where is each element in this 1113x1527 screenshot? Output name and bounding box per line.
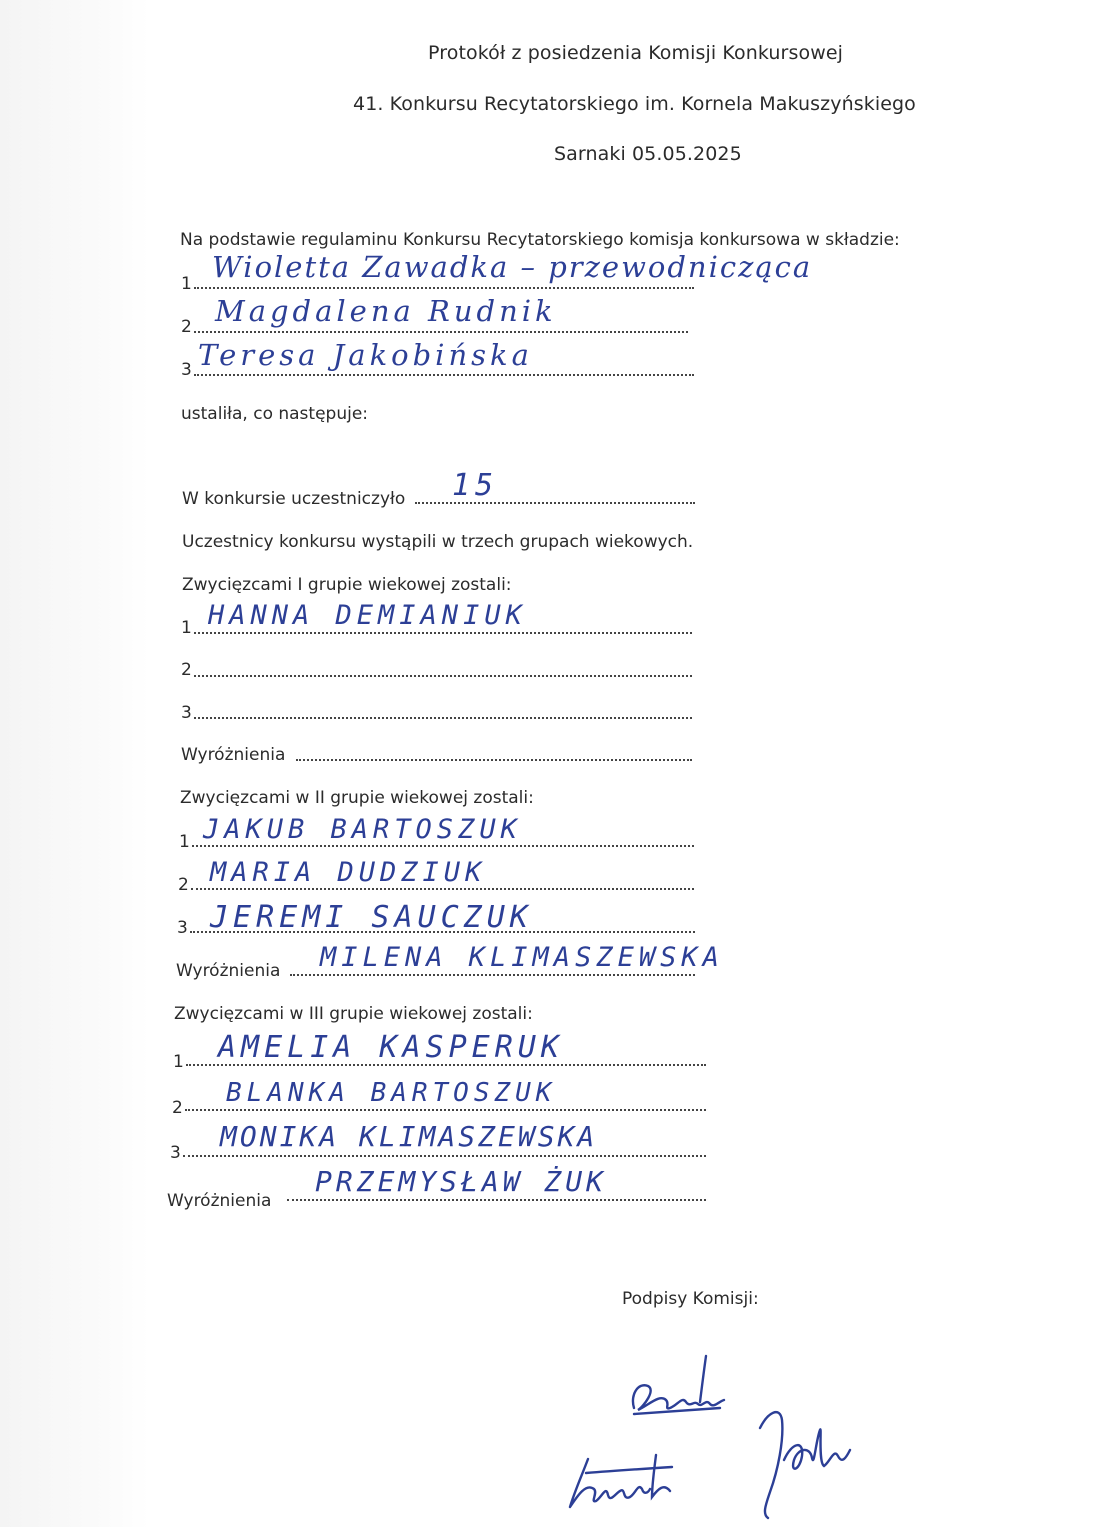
group2-heading: Zwycięzcami w II grupie wiekowej zostali: [180,788,534,808]
document-subtitle: 41. Konkursu Recytatorskiego im. Kornela Makuszyńskiego [353,93,916,115]
group1-num-3: 3 [181,703,192,723]
committee-line-2 [194,331,688,333]
group3-num-1: 1 [173,1052,184,1072]
group1-line-2 [194,675,692,677]
group3-winner-1: AMELIA KASPERUK [218,1030,564,1065]
group2-distinction-label: Wyróżnienia [176,961,281,981]
group1-line-3 [194,717,692,719]
group3-line-2 [185,1109,706,1111]
committee-line-1 [194,287,694,289]
committee-num-3: 3 [181,360,192,380]
group3-winner-2: BLANKA BARTOSZUK [226,1078,557,1108]
signature-1 [620,1350,730,1425]
group2-distinction: MILENA KLIMASZEWSKA [320,942,724,973]
group2-num-1: 1 [179,832,190,852]
document-title: Protokół z posiedzenia Komisji Konkursowej [428,42,844,64]
committee-num-2: 2 [181,317,192,337]
signature-3 [740,1400,860,1525]
group1-winner-1: HANNA DEMIANIUK [208,600,527,631]
group3-num-2: 2 [172,1098,183,1118]
group3-distinction: PRZEMYSŁAW ŻUK [315,1165,608,1198]
groups-info: Uczestnicy konkursu wystąpili w trzech grupach wiekowych. [182,532,694,552]
group2-line-2 [191,888,694,890]
participants-label: W konkursie uczestniczyło [182,489,406,509]
intro-text: Na podstawie regulaminu Konkursu Recytatorskiego komisja konkursowa w składzie: [180,230,900,250]
place-date: Sarnaki 05.05.2025 [554,143,742,165]
signatures-label: Podpisy Komisji: [622,1289,759,1309]
group2-winner-1: JAKUB BARTOSZUK [203,814,522,845]
committee-member-1: Wioletta Zawadka – przewodnicząca [212,250,813,284]
group3-winner-3: MONIKA KLIMASZEWSKA [220,1120,598,1153]
group3-distinction-label: Wyróżnienia [167,1191,272,1211]
group2-num-2: 2 [178,875,189,895]
group1-distinction-line [296,759,692,761]
group1-num-1: 1 [181,618,192,638]
signature-2 [560,1445,690,1515]
group1-distinction-label: Wyróżnienia [181,745,286,765]
committee-num-1: 1 [181,274,192,294]
group3-heading: Zwycięzcami w III grupie wiekowej zostali: [174,1004,533,1024]
group2-winner-3: JEREMI SAUCZUK [210,900,533,935]
committee-member-3: Teresa Jakobińska [198,338,533,372]
committee-member-2: Magdalena Rudnik [215,294,557,328]
page-edge-shadow [0,0,150,1527]
committee-line-3 [194,374,694,376]
group2-winner-2: MARIA DUDZIUK [210,857,487,888]
established-text: ustaliła, co następuje: [181,404,369,424]
group1-num-2: 2 [181,660,192,680]
group1-line-1 [194,632,692,634]
group1-heading: Zwycięzcami I grupie wiekowej zostali: [182,575,512,595]
group3-distinction-line [287,1199,706,1201]
group3-line-3 [183,1155,706,1157]
group3-num-3: 3 [170,1143,181,1163]
group2-line-1 [192,845,694,847]
participants-count: 15 [452,468,499,503]
group2-distinction-line [290,974,695,976]
group2-num-3: 3 [177,918,188,938]
